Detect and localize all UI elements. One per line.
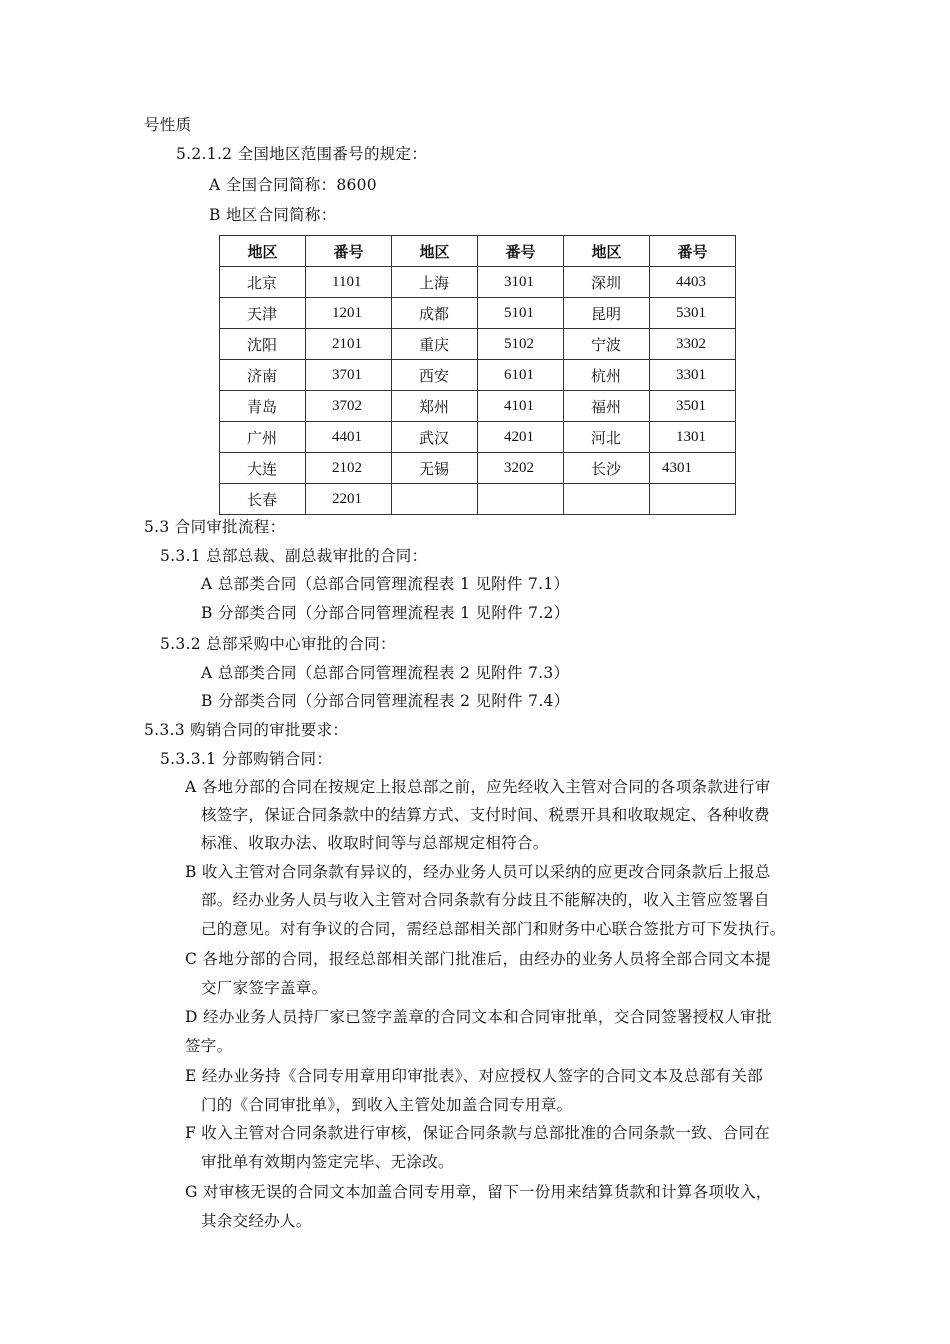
column-header: 地区 — [392, 236, 478, 267]
table-cell: 济南 — [220, 360, 306, 391]
table-cell: 6101 — [478, 360, 564, 391]
table-cell: 长春 — [220, 484, 306, 515]
table-cell: 重庆 — [392, 329, 478, 360]
table-cell: 西安 — [392, 360, 478, 391]
table-cell — [564, 484, 650, 515]
item-national-code: A 全国合同简称：8600 — [209, 176, 377, 194]
table-cell: 昆明 — [564, 298, 650, 329]
table-row — [220, 391, 736, 422]
paragraph-line: 门的《合同审批单》，到收入主管处加盖合同专用章。 — [201, 1096, 573, 1114]
table-cell: 1201 — [306, 298, 392, 329]
table-cell: 1301 — [650, 422, 736, 453]
table-cell: 成都 — [392, 298, 478, 329]
table-cell: 4403 — [650, 267, 736, 298]
table-cell: 4401 — [306, 422, 392, 453]
table-row — [220, 484, 736, 515]
table-cell: 杭州 — [564, 360, 650, 391]
table-row — [220, 360, 736, 391]
table-cell: 3501 — [650, 391, 736, 422]
table-cell: 大连 — [220, 453, 306, 484]
table-cell: 3302 — [650, 329, 736, 360]
table-cell: 3101 — [478, 267, 564, 298]
table-cell: 5101 — [478, 298, 564, 329]
section-heading-5-3-3: 5.3.3 购销合同的审批要求： — [144, 721, 349, 739]
paragraph-line: B 收入主管对合同条款有异议的，经办业务人员可以采纳的应更改合同条款后上报总 — [185, 863, 771, 881]
table-cell: 宁波 — [564, 329, 650, 360]
table-cell: 深圳 — [564, 267, 650, 298]
paragraph-line: A 各地分部的合同在按规定上报总部之前，应先经收入主管对合同的各项条款进行审 — [185, 778, 771, 796]
column-header: 地区 — [220, 236, 306, 267]
table-cell: 2102 — [306, 453, 392, 484]
continued-text: 号性质 — [144, 116, 192, 134]
table-cell: 广州 — [220, 422, 306, 453]
table-cell: 3202 — [478, 453, 564, 484]
list-item: B 分部类合同（分部合同管理流程表 2 见附件 7.4） — [201, 692, 570, 710]
paragraph-line: 标准、收取办法、收取时间等与总部规定相符合。 — [201, 834, 549, 852]
table-cell: 3301 — [650, 360, 736, 391]
table-cell: 福州 — [564, 391, 650, 422]
paragraph-line: 交厂家签字盖章。 — [201, 979, 328, 997]
paragraph-line: F 收入主管对合同条款进行审核，保证合同条款与总部批准的合同条款一致、合同在 — [185, 1124, 771, 1142]
table-cell: 2101 — [306, 329, 392, 360]
table-cell: 上海 — [392, 267, 478, 298]
section-heading-5-3-2: 5.3.2 总部采购中心审批的合同： — [160, 635, 396, 653]
table-cell: 5301 — [650, 298, 736, 329]
section-heading-5-3: 5.3 合同审批流程： — [144, 518, 286, 536]
section-heading-5-2-1-2: 5.2.1.2 全国地区范围番号的规定： — [176, 145, 428, 163]
list-item: A 总部类合同（总部合同管理流程表 1 见附件 7.1） — [201, 575, 570, 593]
table-row — [220, 298, 736, 329]
paragraph-line: 己的意见。对有争议的合同，需经总部相关部门和财务中心联合签批方可下发执行。 — [201, 920, 786, 938]
table-row — [220, 329, 736, 360]
paragraph-line: 核签字，保证合同条款中的结算方式、支付时间、税票开具和收取规定、各种收费 — [201, 806, 770, 824]
paragraph-line: D 经办业务人员持厂家已签字盖章的合同文本和合同审批单，交合同签署授权人审批 — [185, 1008, 772, 1026]
table-cell: 郑州 — [392, 391, 478, 422]
table-cell — [392, 484, 478, 515]
table-cell: 4301 — [650, 453, 736, 484]
list-item: B 分部类合同（分部合同管理流程表 1 见附件 7.2） — [201, 604, 570, 622]
table-cell: 3701 — [306, 360, 392, 391]
paragraph-line: G 对审核无误的合同文本加盖合同专用章，留下一份用来结算货款和计算各项收入， — [185, 1183, 772, 1201]
column-header: 番号 — [650, 236, 736, 267]
table-cell: 青岛 — [220, 391, 306, 422]
table-cell: 沈阳 — [220, 329, 306, 360]
table-cell: 河北 — [564, 422, 650, 453]
paragraph-line: 签字。 — [185, 1037, 233, 1055]
table-row — [220, 453, 736, 484]
table-cell: 2201 — [306, 484, 392, 515]
paragraph-line: E 经办业务持《合同专用章用印审批表》、对应授权人签字的合同文本及总部有关部 — [185, 1067, 763, 1085]
table-cell: 3702 — [306, 391, 392, 422]
table-cell: 4201 — [478, 422, 564, 453]
table-row — [220, 422, 736, 453]
table-cell — [650, 484, 736, 515]
table-cell: 武汉 — [392, 422, 478, 453]
table-cell: 长沙 — [564, 453, 650, 484]
section-heading-5-3-1: 5.3.1 总部总裁、副总裁审批的合同： — [160, 547, 428, 565]
item-regional-code: B 地区合同简称： — [209, 206, 337, 224]
table-cell: 北京 — [220, 267, 306, 298]
table-row — [220, 267, 736, 298]
table-cell: 4101 — [478, 391, 564, 422]
table-cell: 天津 — [220, 298, 306, 329]
section-heading-5-3-3-1: 5.3.3.1 分部购销合同： — [160, 750, 333, 768]
paragraph-line: 其余交经办人。 — [201, 1212, 312, 1230]
paragraph-line: C 各地分部的合同，报经总部相关部门批准后，由经办的业务人员将全部合同文本提 — [185, 950, 772, 968]
list-item: A 总部类合同（总部合同管理流程表 2 见附件 7.3） — [201, 664, 570, 682]
table-cell — [478, 484, 564, 515]
table-cell: 无锡 — [392, 453, 478, 484]
table-cell: 1101 — [306, 267, 392, 298]
paragraph-line: 审批单有效期内签定完毕、无涂改。 — [201, 1153, 454, 1171]
column-header: 番号 — [478, 236, 564, 267]
region-code-table — [219, 235, 736, 515]
table-cell: 5102 — [478, 329, 564, 360]
column-header: 番号 — [306, 236, 392, 267]
column-header: 地区 — [564, 236, 650, 267]
paragraph-line: 部。经办业务人员与收入主管对合同条款有分歧且不能解决的，收入主管应签署自 — [201, 891, 770, 909]
table-header-row — [220, 236, 736, 267]
